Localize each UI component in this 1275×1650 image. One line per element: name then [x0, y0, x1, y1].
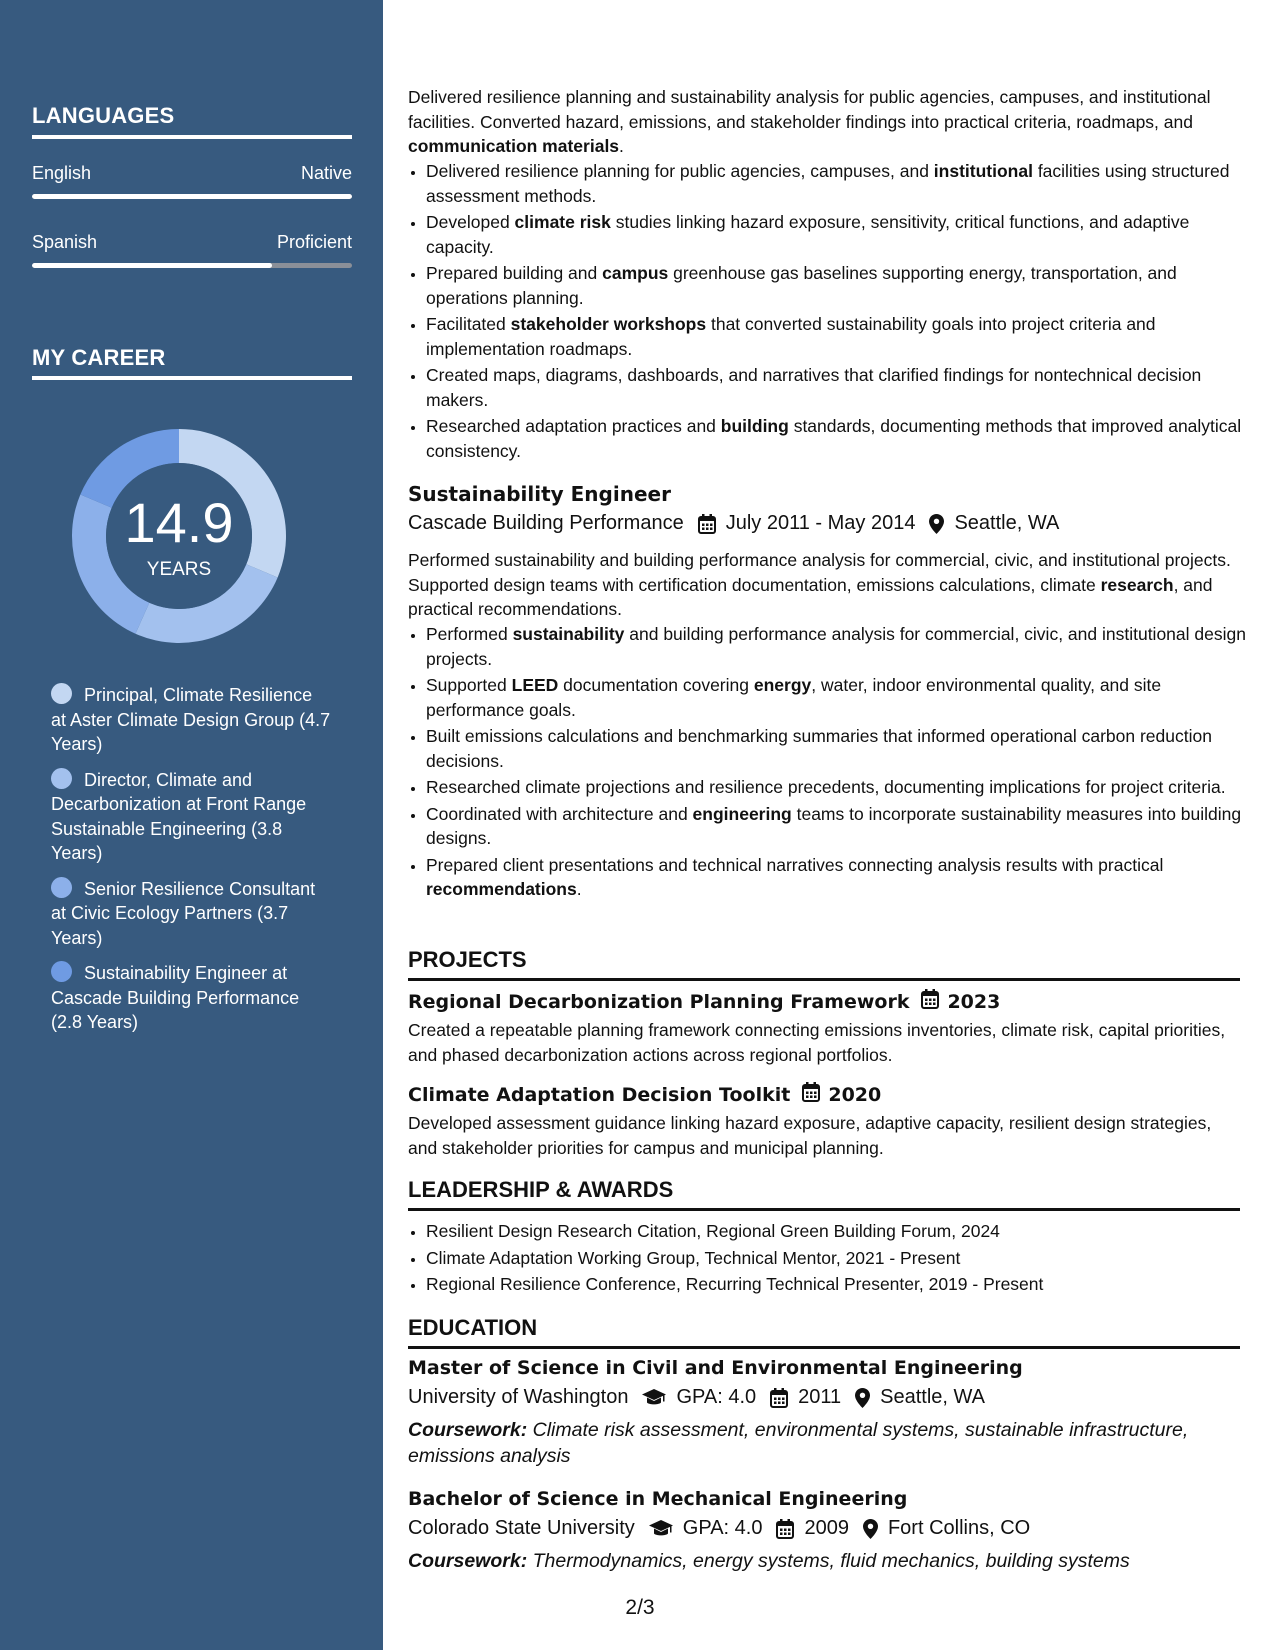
- coursework: [408, 1417, 1240, 1469]
- text-run: .: [576, 879, 582, 899]
- coursework-text: Climate risk assessment, environmental systems, sustainable infrastructure, emissions analysis: [408, 1419, 1189, 1467]
- text-run: , water, indoor environmental quality, and site performance goals.: [426, 675, 1162, 720]
- education-heading: EDUCATION: [408, 1315, 538, 1340]
- education-meta: [408, 1386, 985, 1409]
- bold-keyword: stakeholder workshops: [510, 314, 707, 334]
- legend-dot: [51, 683, 72, 704]
- bullet-item: [426, 853, 1258, 902]
- project-title: Regional Decarbonization Planning Framework: [408, 990, 910, 1013]
- text-run: documentation covering: [558, 675, 754, 695]
- bullet-item: [426, 312, 1258, 361]
- language-level: Native: [300, 163, 352, 183]
- calendar-icon: [776, 1519, 794, 1539]
- coursework-label: Coursework:: [408, 1550, 528, 1572]
- sidebar: [0, 0, 383, 1650]
- language-bar-fill: [32, 263, 272, 268]
- career-legend-item: [51, 961, 331, 1035]
- bullet-item: [426, 210, 1258, 259]
- language-level: Proficient: [276, 232, 352, 252]
- map-pin-icon: [863, 1519, 878, 1539]
- calendar-icon: [921, 989, 939, 1014]
- school-name: University of Washington: [408, 1386, 629, 1408]
- career-heading: MY CAREER: [32, 345, 166, 370]
- language-bar-english: [32, 194, 352, 199]
- leadership-item: • Resilient Design Research Citation, Regional Green Building Forum, 2024: [426, 1219, 1258, 1244]
- bullet-item: [426, 261, 1258, 310]
- project-description: Developed assessment guidance linking hazard exposure, adaptive capacity, resilient design strategies, and stakeholder priorities for campus and municipal planning.: [408, 1113, 1212, 1158]
- text-run: Built emissions calculations and benchmarking summaries that informed operational carbon reduction decisions.: [426, 726, 1212, 771]
- education-meta: [408, 1517, 1030, 1540]
- bold-keyword: recommendations: [426, 879, 577, 899]
- text-run: , and practical recommendations.: [408, 574, 1213, 619]
- language-name: English: [32, 163, 92, 183]
- total-years-value: 14.9: [124, 491, 234, 554]
- bullet-item: [426, 414, 1258, 463]
- text-run: facilities using structured assessment methods.: [426, 161, 1230, 206]
- text-run: Performed: [426, 624, 513, 644]
- text-run: Performed sustainability and building performance analysis for commercial, civic, and institutional projects. Supported design teams with certification documentation, emissions calculations, climate: [408, 550, 1231, 595]
- graduation-year: 2009: [804, 1517, 849, 1539]
- school-location: Seattle, WA: [880, 1386, 986, 1408]
- languages-heading-rule: [32, 135, 352, 139]
- language-name: Spanish: [32, 232, 98, 252]
- total-years-label: YEARS: [146, 559, 212, 580]
- gpa: GPA: 4.0: [676, 1386, 757, 1408]
- school-name: Colorado State University: [408, 1517, 635, 1539]
- bullet-item: [426, 159, 1258, 208]
- gpa: GPA: 4.0: [682, 1517, 763, 1539]
- leadership-heading: LEADERSHIP & AWARDS: [408, 1177, 674, 1202]
- job-bullets: [408, 622, 1258, 904]
- graduation-year: 2011: [798, 1386, 842, 1408]
- projects-heading: PROJECTS: [408, 947, 527, 972]
- graduation-cap-icon: [642, 1389, 666, 1407]
- career-item-text: Senior Resilience Consultant at Civic Ecology Partners (3.7 Years): [51, 878, 316, 948]
- text-run: Facilitated: [426, 314, 511, 334]
- graduation-cap-icon: [649, 1520, 673, 1538]
- leadership-heading-rule: [408, 1208, 1240, 1211]
- text-run: studies linking hazard exposure, sensitivity, critical functions, and adaptive capacity.: [426, 212, 1190, 257]
- bold-keyword: communication materials: [408, 136, 620, 156]
- project-title-row: [408, 1082, 881, 1107]
- text-run: Delivered resilience planning and sustainability analysis for public agencies, campuses, and institutional facilities. Converted hazard, emissions, and stakeholder findings into practical criteria, roadmaps, and: [408, 87, 1211, 132]
- calendar-icon: [770, 1388, 788, 1408]
- bold-keyword: research: [1100, 574, 1174, 595]
- text-run: and building performance analysis for commercial, civic, and institutional design projects.: [426, 624, 1246, 669]
- text-run: standards, documenting methods that improved analytical consistency.: [426, 416, 1242, 461]
- bullet-item: [426, 724, 1258, 773]
- career-item-text: Sustainability Engineer at Cascade Building Performance (2.8 Years): [51, 963, 300, 1032]
- leadership-item: • Regional Resilience Conference, Recurring Technical Presenter, 2019 - Present: [426, 1272, 1258, 1297]
- page-number: 2/3: [625, 1596, 655, 1619]
- legend-dot: [51, 877, 72, 898]
- language-bar-spanish: [32, 263, 352, 268]
- text-run: Created maps, diagrams, dashboards, and narratives that clarified findings for nontechnical decision makers.: [426, 365, 1202, 410]
- bold-keyword: sustainability: [512, 624, 625, 644]
- text-run: Coordinated with architecture and: [426, 803, 693, 824]
- text-run: Prepared building and: [426, 263, 603, 283]
- text-run: that converted sustainability goals into project criteria and implementation roadmaps.: [426, 314, 1156, 359]
- text-run: greenhouse gas baselines supporting energy, transportation, and operations planning.: [426, 263, 1177, 308]
- career-heading-rule: [32, 376, 352, 380]
- career-item-text: Director, Climate and Decarbonization at Front Range Sustainable Engineering (3.8 Years): [51, 769, 307, 863]
- degree-title: Bachelor of Science in Mechanical Engineering: [408, 1488, 908, 1510]
- project-year: 2020: [828, 1083, 882, 1106]
- legend-dot: [51, 961, 72, 982]
- text-run: .: [619, 136, 624, 156]
- language-bar-fill: [32, 194, 352, 199]
- text-run: Researched adaptation practices and: [426, 416, 721, 436]
- calendar-icon: [802, 1082, 820, 1107]
- bullet-item: [426, 622, 1258, 671]
- leadership-list: [408, 1219, 1258, 1299]
- job-meta: [408, 512, 1059, 535]
- bold-keyword: energy: [753, 675, 812, 695]
- job-location: Seattle, WA: [954, 512, 1060, 534]
- calendar-icon: [698, 514, 716, 534]
- career-legend-item: [51, 683, 331, 757]
- text-run: Prepared client presentations and technical narratives connecting analysis results with practical: [426, 854, 1164, 875]
- project-description: Created a repeatable planning framework connecting emissions inventories, climate risk, capital priorities, and phased decarbonization actions across regional portfolios.: [408, 1020, 1226, 1065]
- job-dates: July 2011 - May 2014: [725, 512, 916, 534]
- bold-keyword: building: [720, 416, 789, 436]
- bold-keyword: climate risk: [514, 212, 611, 232]
- coursework-text: Thermodynamics, energy systems, fluid mechanics, building systems: [532, 1550, 1130, 1572]
- legend-dot: [51, 768, 72, 789]
- career-legend-item: [51, 768, 331, 866]
- project-title-row: [408, 989, 1000, 1014]
- career-item-text: Principal, Climate Resilience at Aster Climate Design Group (4.7 Years): [51, 685, 331, 754]
- bold-keyword: engineering: [692, 803, 792, 824]
- donut-center: [66, 423, 292, 649]
- projects-heading-rule: [408, 978, 1240, 981]
- map-pin-icon: [855, 1388, 870, 1408]
- text-run: Researched climate projections and resilience precedents, documenting implications for project criteria.: [426, 777, 1226, 797]
- text-run: Supported: [426, 675, 512, 695]
- languages-heading: LANGUAGES: [32, 103, 175, 128]
- company-name: Cascade Building Performance: [408, 512, 684, 534]
- bold-keyword: LEED: [511, 675, 559, 695]
- bullet-item: [426, 802, 1258, 851]
- job-bullets: [408, 159, 1258, 465]
- leadership-item: • Climate Adaptation Working Group, Technical Mentor, 2021 - Present: [426, 1246, 1258, 1271]
- bold-keyword: campus: [602, 263, 669, 283]
- map-pin-icon: [929, 514, 944, 534]
- coursework-label: Coursework:: [408, 1419, 528, 1441]
- text-run: Developed: [426, 212, 515, 232]
- project-year: 2023: [947, 990, 1001, 1013]
- school-location: Fort Collins, CO: [887, 1517, 1031, 1539]
- coursework: [408, 1548, 1240, 1574]
- job-summary: [408, 548, 1240, 622]
- text-run: Delivered resilience planning for public agencies, campuses, and: [426, 161, 934, 181]
- bullet-item: [426, 363, 1258, 412]
- bold-keyword: institutional: [933, 161, 1033, 181]
- bullet-item: [426, 775, 1258, 800]
- education-heading-rule: [408, 1346, 1240, 1349]
- career-legend: [51, 683, 331, 1046]
- career-donut-chart: [66, 423, 292, 649]
- job-summary: [408, 85, 1240, 159]
- job-title: Sustainability Engineer: [408, 482, 671, 506]
- bullet-item: [426, 673, 1258, 722]
- project-title: Climate Adaptation Decision Toolkit: [408, 1083, 791, 1106]
- text-run: teams to incorporate sustainability measures into building designs.: [426, 803, 1242, 848]
- degree-title: Master of Science in Civil and Environmental Engineering: [408, 1357, 1023, 1379]
- career-legend-item: [51, 877, 331, 951]
